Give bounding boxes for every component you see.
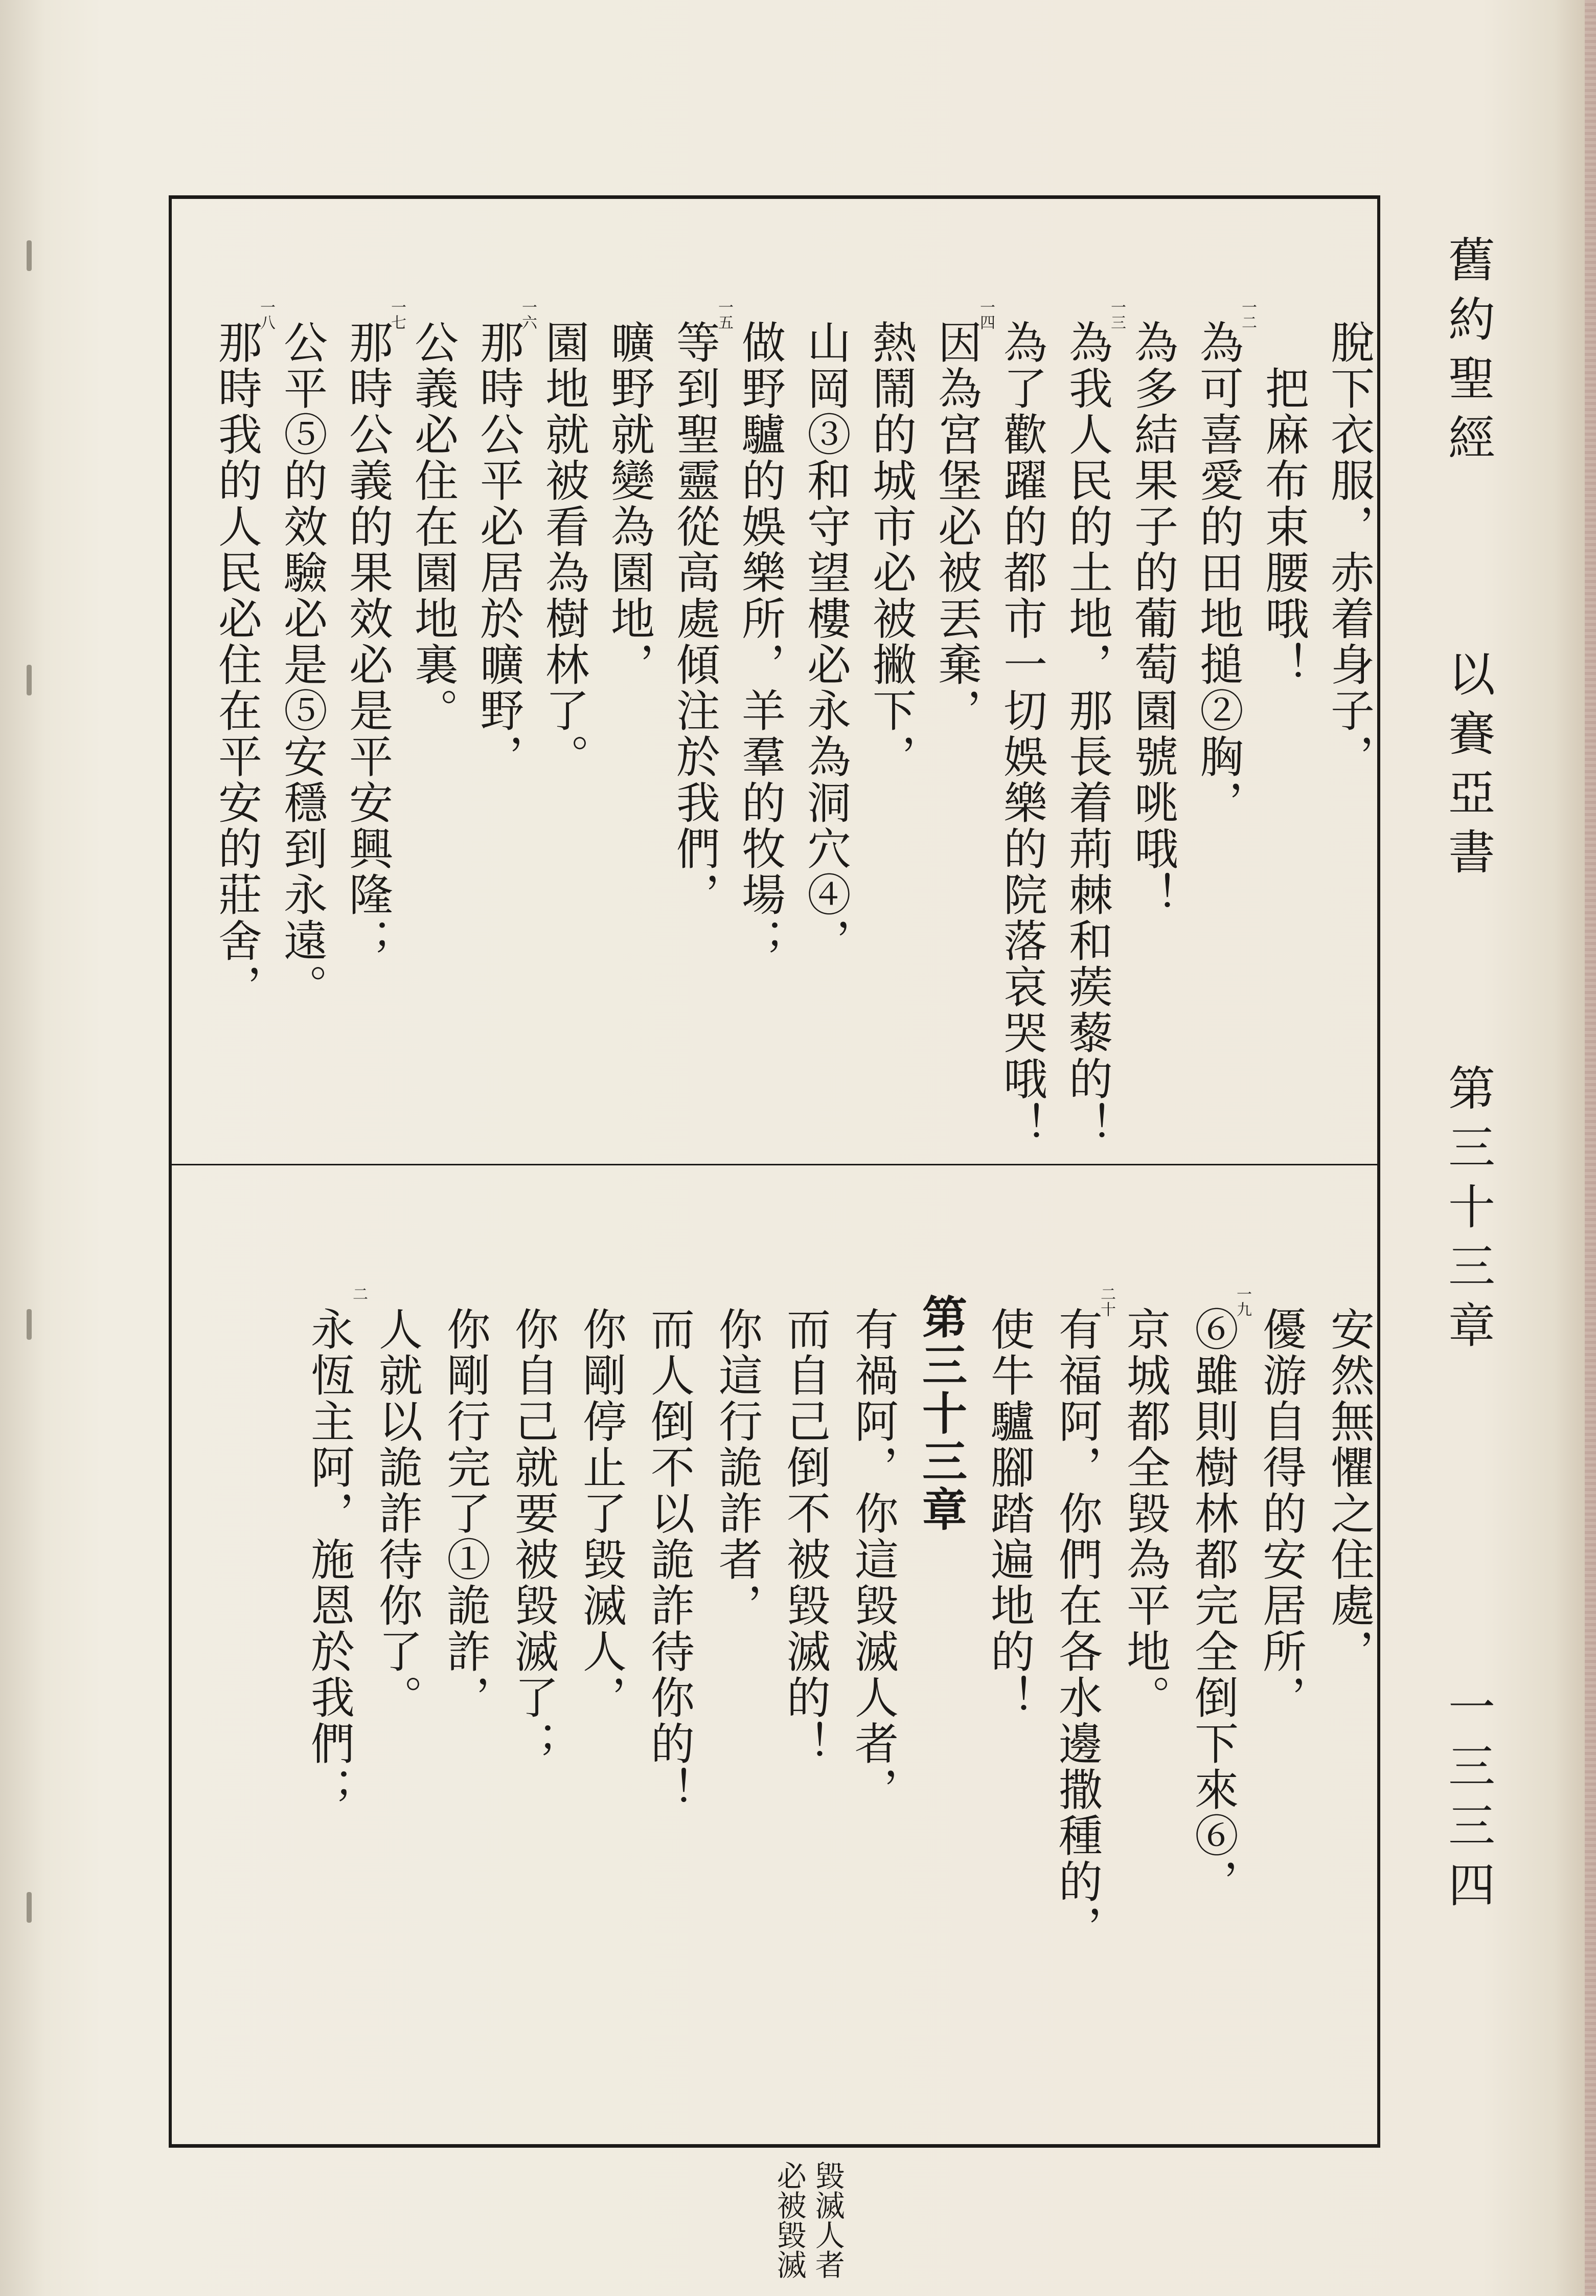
bottom-verse-line: 京城都全毀為平地。 [1119,1307,1170,1721]
top-verse-line: 脫下衣服，赤着身子， [1323,320,1374,780]
verse-number: 一五 [715,299,733,330]
chapter-label: 第三十三章 [1441,1064,1495,1360]
footnote-col-1: 毀滅人者 [810,2160,845,2279]
top-verse-line: 公義必住在園地裏。 [407,320,458,734]
top-verse-line: 曠野就變為園地， [603,320,654,688]
frame-divider [172,1164,1377,1165]
binding-hole [27,240,32,271]
binding-hole [27,1309,32,1340]
binding-hole [27,665,32,695]
bottom-verse-line: 安然無懼之住處， [1323,1307,1374,1675]
top-verse-line: 公平⑤的效驗必是⑤安穩到永遠。 [276,320,327,1010]
bottom-verse-line: 而人倒不以詭詐待你的！ [643,1307,694,1813]
verse-number: 二 [350,1286,368,1301]
verse-number: 二十 [1098,1286,1115,1317]
top-verse-line: 園地就被看為樹林了。 [538,320,589,780]
frame-top [169,195,1380,199]
top-verse-line: 因為宮堡必被丟棄， [930,320,982,734]
top-verse-line: 為我人民的土地，那長着荊棘和蒺藜的！ [1061,320,1112,1148]
verse-number: 一八 [257,299,275,330]
frame-left [169,195,172,2148]
section-title: 以賽亞書 [1441,649,1495,887]
bottom-verse-line: 使牛驢腳踏遍地的！ [983,1307,1034,1721]
top-verse-line: 為多結果子的葡萄園號咷哦！ [1127,320,1178,918]
page-number: 一三三四 [1441,1682,1495,1920]
top-verse-line: 為了歡躍的都市一切娛樂的院落哀哭哦！ [996,320,1047,1148]
top-verse-line: 山岡③和守望樓必永為洞穴④， [800,320,851,964]
page-edge [1585,0,1596,2296]
bottom-verse-line: 你剛行完了①詭詐， [439,1307,490,1721]
verse-number: 一三 [1108,299,1126,330]
top-verse-line: 那時公義的果效必是平安興隆； [341,320,393,964]
bottom-verse-line: 有禍阿，你這毀滅人者， [847,1307,898,1813]
top-verse-line: 做野驢的娛樂所，羊羣的牧場； [734,320,785,964]
bottom-verse-line: 優游自得的安居所， [1255,1307,1306,1721]
bottom-verse-line: 你這行詭詐者， [711,1307,762,1629]
verse-number: 一二 [1239,299,1257,330]
frame-right [1377,195,1380,2148]
verse-number: 一六 [519,299,537,330]
footnote-col-2: 必被毀滅 [771,2160,807,2279]
top-verse-line: 那時我的人民必住在平安的莊舍， [211,320,262,1010]
verse-number: 一九 [1234,1286,1251,1317]
bottom-verse-line: 永恆主阿，施恩於我們； [303,1307,354,1813]
top-verse-line: 為可喜愛的田地搥②胸， [1192,320,1243,826]
bottom-verse-line: 人就以詭詐待你了。 [371,1307,422,1721]
verse-number: 一七 [388,299,406,330]
verse-number: 一四 [977,299,995,330]
frame-bottom [169,2144,1380,2148]
chapter-heading: 第三十三章 [915,1294,968,1534]
top-verse-line: 那時公平必居於曠野， [472,320,523,780]
top-verse-line: 把麻布束腰哦！ [1258,320,1309,688]
bottom-verse-line: 有福阿，你們在各水邊撒種的， [1051,1307,1102,1951]
top-verse-line: 熱鬧的城市必被撇下， [865,320,916,780]
bottom-verse-line: 而自己倒不被毀滅的！ [779,1307,830,1767]
bottom-verse-line: 你剛停止了毀滅人， [575,1307,626,1721]
book-title: 舊約聖經 [1441,235,1495,472]
binding-hole [27,1892,32,1923]
bottom-verse-line: ⑥雖則樹林都完全倒下來⑥， [1187,1307,1238,1905]
top-verse-line: 等到聖靈從高處傾注於我們， [669,320,720,918]
bottom-verse-line: 你自己就要被毀滅了； [507,1307,558,1767]
